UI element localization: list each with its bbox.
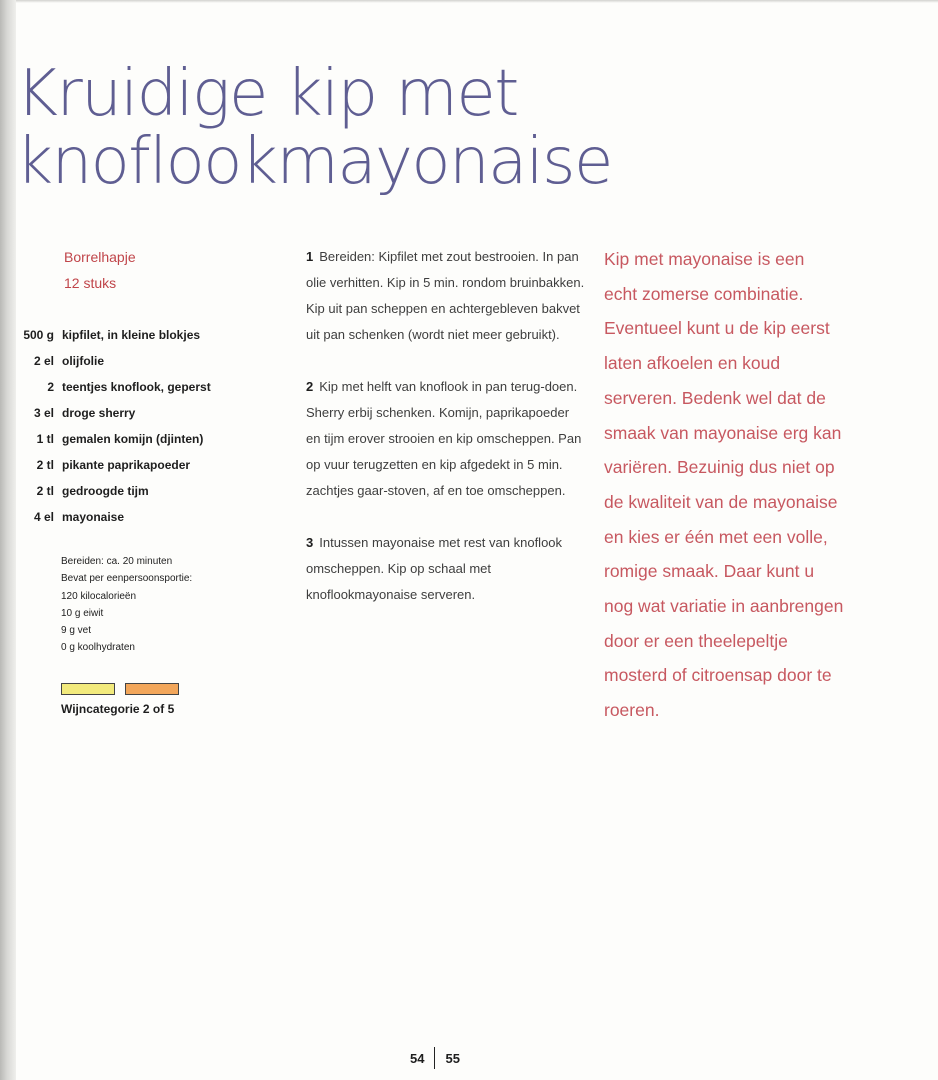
page-gutter-shadow xyxy=(0,0,16,1080)
nutrition-line: Bevat per eenpersoonsportie: xyxy=(61,573,193,585)
ingredient-quantity: 2 el xyxy=(33,354,54,368)
step-number: 2 xyxy=(306,379,314,394)
step-text: Kip met helft van knoflook in pan terug-doen. Sherry erbij schenken. Komijn, paprikapoeder en tijm erover strooien en kip omscheppen. Pan op vuur terugzetten en kip afgedekt in 5 min. zachtjes gaar-stoven, af en toe omscheppen. xyxy=(306,379,582,498)
page-number-divider xyxy=(434,1047,435,1069)
ingredient-row xyxy=(16,374,286,400)
nutrition-line: 10 g eiwit xyxy=(61,607,104,619)
nutrition-line: 9 g vet xyxy=(61,625,92,637)
step-text: Intussen mayonaise met rest van knoflook omscheppen. Kip op schaal met knoflookmayonaise serveren. xyxy=(306,535,563,602)
recipe-title xyxy=(16,57,612,199)
ingredient-name: pikante paprikapoeder xyxy=(62,458,191,472)
ingredient-name: mayonaise xyxy=(62,510,125,524)
ingredient-row xyxy=(16,322,286,348)
ingredient-name: droge sherry xyxy=(62,406,136,420)
ingredient-quantity: 4 el xyxy=(33,510,54,524)
step-paragraph xyxy=(306,244,586,348)
ingredient-row xyxy=(16,426,286,452)
page-top-edge xyxy=(16,0,938,3)
page-number-right: 55 xyxy=(445,1050,460,1066)
step-text: Bereiden: Kipfilet met zout bestrooien. In pan olie verhitten. Kip in 5 min. rondom bruinbakken. Kip uit pan scheppen en achtergebleven bakvet uit pan schenken (wordt niet meer gebruikt). xyxy=(306,249,585,342)
ingredient-quantity: 2 tl xyxy=(36,458,54,472)
ingredient-name: olijfolie xyxy=(62,354,104,368)
ingredient-quantity: 3 el xyxy=(33,406,54,420)
recipe-meta xyxy=(64,244,136,296)
nutrition-line: 0 g koolhydraten xyxy=(61,642,135,654)
step-number: 1 xyxy=(306,249,314,264)
step-paragraph xyxy=(306,374,586,504)
nutrition-line: Bereiden: ca. 20 minuten xyxy=(61,556,173,567)
ingredient-row xyxy=(16,504,286,530)
ingredient-name: gemalen komijn (djinten) xyxy=(62,432,204,446)
recipe-yield: 12 stuks xyxy=(64,275,117,291)
wine-category-label: Wijncategorie 2 of 5 xyxy=(61,702,175,716)
ingredient-quantity: 2 tl xyxy=(36,484,54,498)
step-number: 3 xyxy=(306,535,314,550)
ingredient-name: kipfilet, in kleine blokjes xyxy=(62,328,201,342)
nutrition-line: 120 kilocalorieën xyxy=(61,590,137,602)
ingredient-name: gedroogde tijm xyxy=(62,484,149,498)
ingredient-row xyxy=(16,348,286,374)
ingredient-quantity: 500 g xyxy=(23,328,54,342)
ingredient-list xyxy=(16,322,286,530)
wine-bar-orange xyxy=(125,683,179,695)
page-number-left: 54 xyxy=(410,1050,425,1066)
ingredient-row xyxy=(16,478,286,504)
step-paragraph xyxy=(306,530,586,608)
nutrition-info xyxy=(61,553,192,657)
ingredient-quantity: 2 xyxy=(47,380,54,394)
ingredient-row xyxy=(16,400,286,426)
ingredient-row xyxy=(16,452,286,478)
ingredient-quantity: 1 tl xyxy=(36,432,54,446)
page-numbers xyxy=(410,1047,460,1069)
recipe-category: Borrelhapje xyxy=(64,249,136,265)
preparation-steps xyxy=(306,244,586,634)
ingredient-name: teentjes knoflook, geperst xyxy=(62,380,211,394)
recipe-title-line: knoflookmayonaise xyxy=(16,125,612,199)
wine-bar-yellow xyxy=(61,683,115,695)
tip-text: Kip met mayonaise is een echt zomerse combinatie. Eventueel kunt u de kip eerst laten afkoelen en koud serveren. Bedenk wel dat de smaak van mayonaise erg kan variëren. Bezuinig dus niet op de kwaliteit van de mayonaise en kies er één met een volle, romige smaak. Daar kunt u nog wat variatie in aanbrengen door er een theelepeltje mosterd of citroensap door te roeren. xyxy=(604,249,844,721)
recipe-title-line: Kruidige kip met xyxy=(16,57,518,131)
wine-category-bars xyxy=(61,683,179,695)
